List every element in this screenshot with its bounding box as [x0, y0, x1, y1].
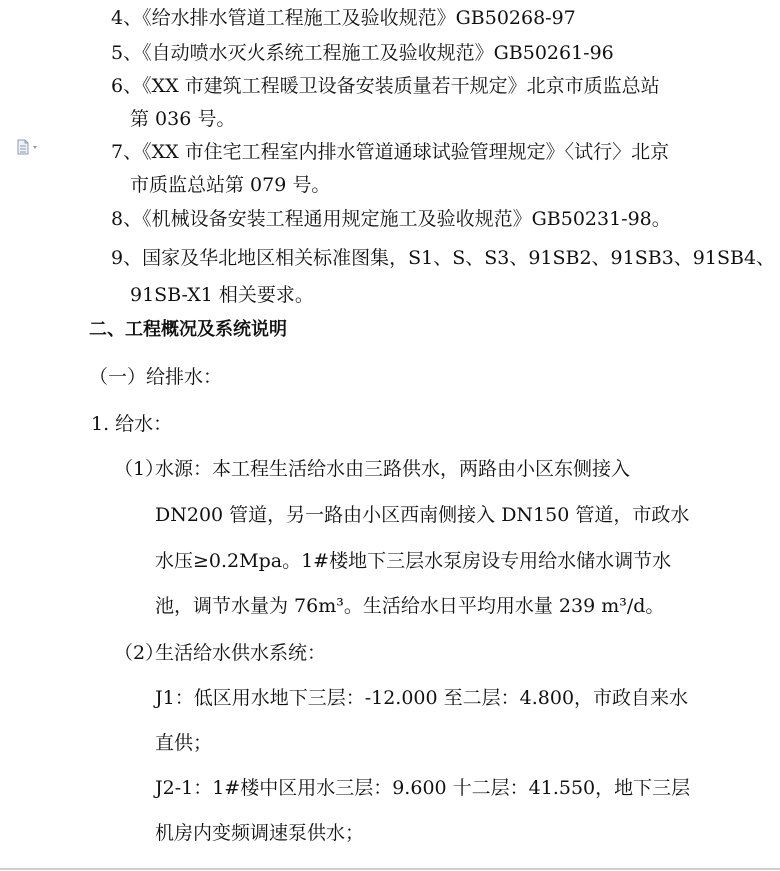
reference-6-continued: 第 036 号。	[130, 108, 236, 130]
reference-9: 9、国家及华北地区相关标准图集，S1、S、S3、91SB2、91SB3、91SB4、	[111, 247, 776, 269]
reference-7: 7、《XX 市住宅工程室内排水管道通球试验管理规定》〈试行〉北京	[111, 141, 670, 163]
supply-system-label: （2）	[114, 642, 165, 664]
supply-system-title: 生活给水供水系统：	[155, 642, 327, 664]
reference-6: 6、《XX 市建筑工程暖卫设备安装质量若干规定》北京市质监总站	[111, 75, 660, 97]
document-icon[interactable]	[16, 139, 46, 155]
zone-j1-line-1: J1：低区用水地下三层：-12.000 至二层：4.800，市政自来水	[155, 687, 689, 709]
reference-4: 4、《给水排水管道工程施工及验收规范》GB50268-97	[111, 7, 576, 29]
zone-j2-1-line-1: J2-1：1#楼中区用水三层：9.600 十二层：41.550，地下三层	[155, 777, 691, 799]
zone-j2-1-line-2: 机房内变频调速泵供水；	[155, 822, 365, 844]
water-source-line-2: DN200 管道，另一路由小区西南侧接入 DN150 管道，市政水	[155, 504, 690, 526]
section-heading: 二、工程概况及系统说明	[89, 319, 287, 340]
subsection-heading: （一）给排水：	[89, 366, 223, 388]
reference-9-continued: 91SB-X1 相关要求。	[130, 284, 314, 306]
zone-j1-line-2: 直供；	[155, 732, 213, 754]
reference-7-continued: 市质监总站第 079 号。	[130, 174, 331, 196]
water-source-label: （1）	[114, 458, 165, 480]
water-source-line-3: 水压≥0.2Mpa。1#楼地下三层水泵房设专用给水储水调节水	[155, 550, 672, 572]
page-divider	[0, 868, 780, 870]
reference-8: 8、《机械设备安装工程通用规定施工及验收规范》GB50231-98。	[111, 208, 671, 230]
item-water-supply: 1. 给水：	[91, 413, 173, 435]
water-source-line-4: 池，调节水量为 76m³。生活给水日平均用水量 239 m³/d。	[155, 595, 665, 617]
water-source-line-1: 水源：本工程生活给水由三路供水，两路由小区东侧接入	[155, 458, 631, 480]
reference-5: 5、《自动喷水灭火系统工程施工及验收规范》GB50261-96	[111, 42, 614, 64]
